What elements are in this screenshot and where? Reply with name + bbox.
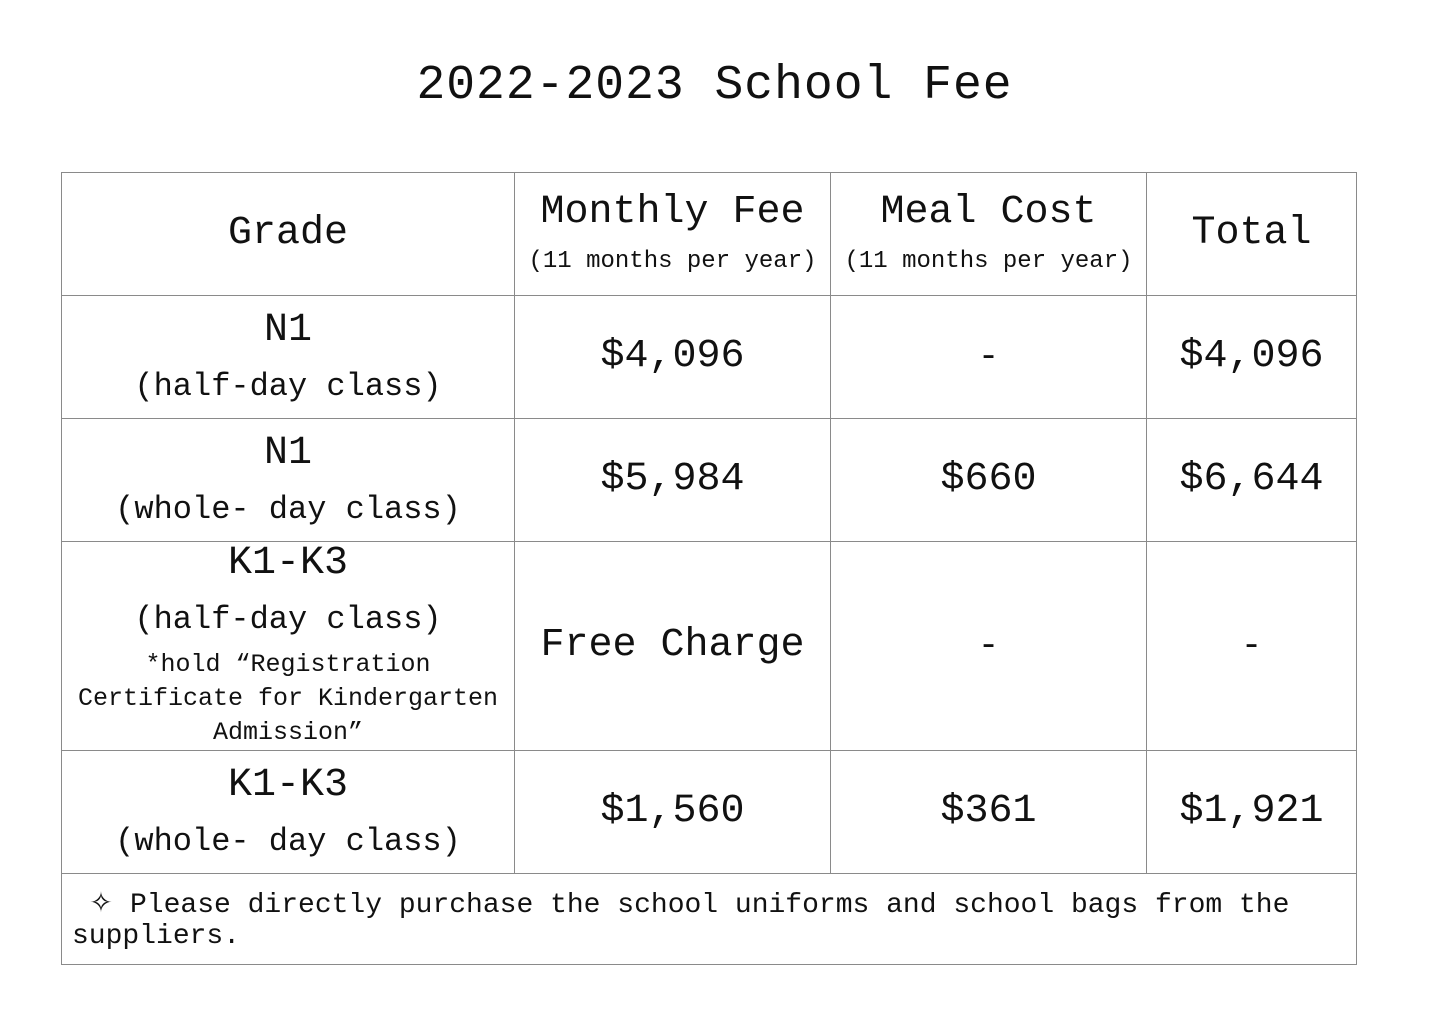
grade-class-type: (half-day class) <box>134 601 442 638</box>
footer-note-row <box>62 874 1357 965</box>
grade-cell <box>62 542 515 751</box>
page-title <box>0 60 1429 113</box>
monthly-fee-cell: $4,096 <box>515 296 831 419</box>
total-cell: $6,644 <box>1147 419 1357 542</box>
grade-cell <box>62 751 515 874</box>
school-fee-table <box>61 172 1357 965</box>
grade-eligibility-note: *hold “Registration Certificate for Kindergarten Admission” <box>77 650 499 747</box>
table-row <box>62 419 1357 542</box>
total-cell: $1,921 <box>1147 751 1357 874</box>
table-header-row <box>62 173 1357 296</box>
header-monthly-fee-sub: (11 months per year) <box>528 248 817 275</box>
footer-note-text: Please directly purchase the school uniforms and school bags from the suppliers. <box>72 890 1290 952</box>
header-total: Total <box>1147 173 1357 296</box>
grade-cell <box>62 419 515 542</box>
header-meal-cost: Meal Cost (11 months per year) <box>831 173 1147 296</box>
total-cell: $4,096 <box>1147 296 1357 419</box>
footer-note <box>62 874 1357 965</box>
meal-cost-cell: $660 <box>831 419 1147 542</box>
grade-name: K1-K3 <box>227 541 349 586</box>
grade-name: K1-K3 <box>227 763 349 808</box>
monthly-fee-cell: $1,560 <box>515 751 831 874</box>
grade-class-type: (whole- day class) <box>115 823 461 860</box>
total-cell: - <box>1147 542 1357 751</box>
table-row <box>62 542 1357 751</box>
meal-cost-cell: $361 <box>831 751 1147 874</box>
monthly-fee-cell: $5,984 <box>515 419 831 542</box>
grade-name: N1 <box>263 308 312 353</box>
header-grade: Grade <box>62 173 515 296</box>
meal-cost-cell: - <box>831 296 1147 419</box>
table-row <box>62 296 1357 419</box>
grade-class-type: (half-day class) <box>134 368 442 405</box>
grade-name: N1 <box>263 431 312 476</box>
title-year: 2022-2023 <box>416 59 685 113</box>
monthly-fee-cell: Free Charge <box>515 542 831 751</box>
meal-cost-cell: - <box>831 542 1147 751</box>
grade-cell <box>62 296 515 419</box>
header-monthly-fee: Monthly Fee (11 months per year) <box>515 173 831 296</box>
table-row <box>62 751 1357 874</box>
grade-class-type: (whole- day class) <box>115 491 461 528</box>
four-point-star-icon: ✧ <box>89 886 113 919</box>
header-meal-cost-sub: (11 months per year) <box>844 248 1133 275</box>
title-school-fee: School Fee <box>714 59 1013 113</box>
